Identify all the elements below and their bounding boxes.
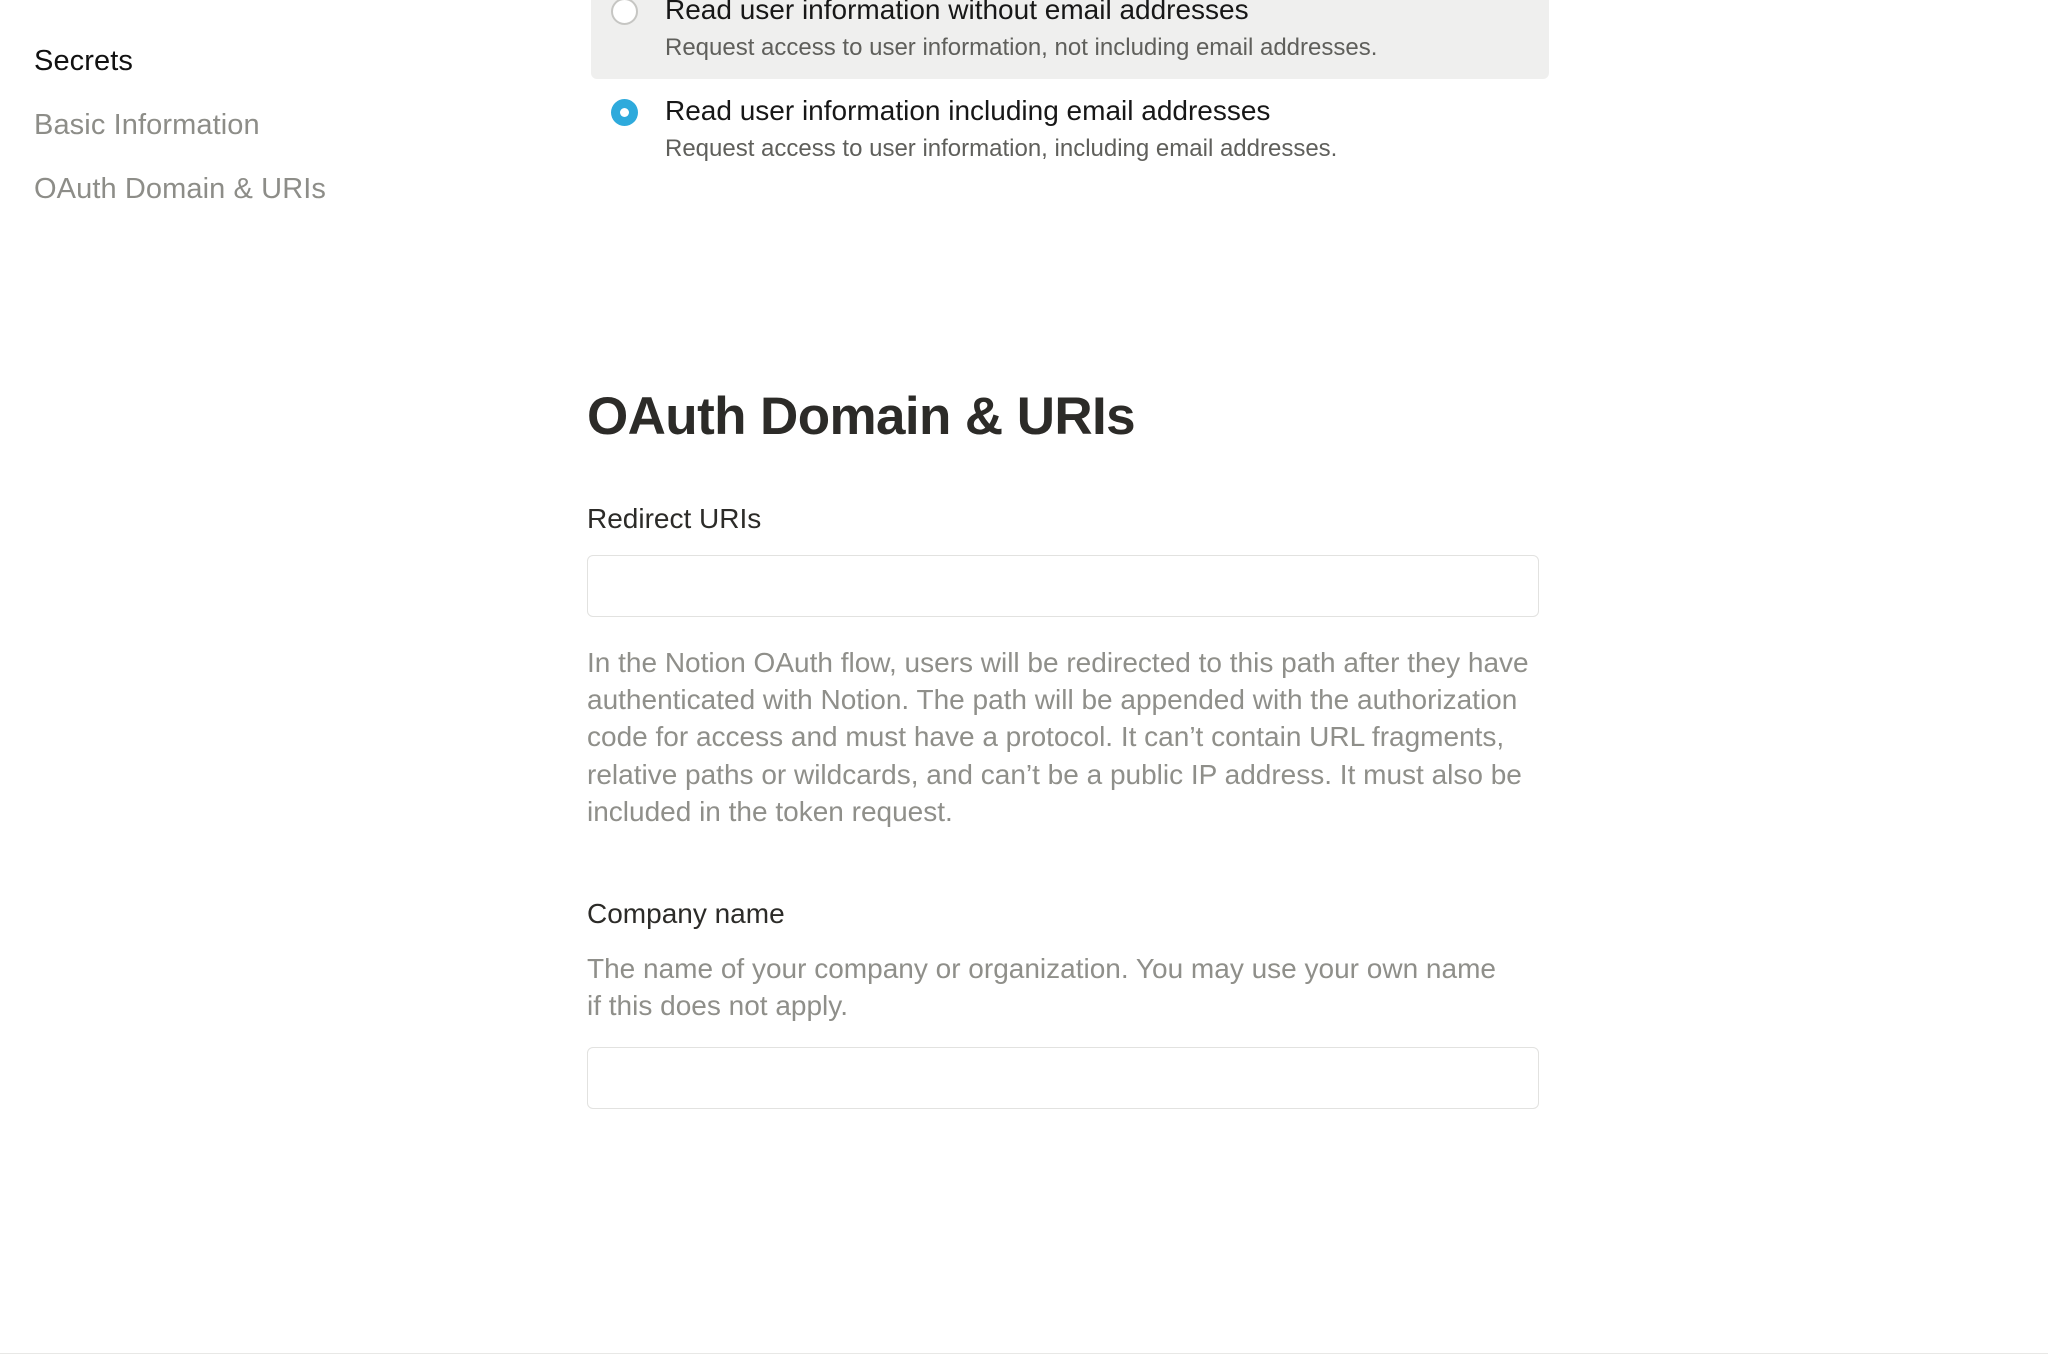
section-title: OAuth Domain & URIs — [587, 387, 1136, 446]
radio-option-description: Request access to user information, not including email addresses. — [665, 34, 1378, 61]
sidebar-item-basic-information[interactable] — [34, 106, 560, 145]
radio-option-title: Read user information without email addresses — [665, 0, 1249, 25]
settings-sidebar — [0, 0, 560, 1355]
sidebar-item-secrets[interactable] — [34, 42, 560, 81]
radio-option-title: Read user information including email addresses — [665, 95, 1271, 127]
radio-button-icon[interactable] — [611, 0, 638, 25]
field-label-redirect-uris: Redirect URIs — [587, 503, 762, 534]
bottom-divider — [0, 1353, 2048, 1354]
radio-option-read-user-info-including-email[interactable] — [591, 79, 1549, 180]
field-label-company-name: Company name — [587, 898, 785, 930]
sidebar-item-oauth-domain-uris[interactable] — [34, 170, 560, 209]
field-redirect-uris — [587, 503, 1587, 830]
sidebar-item-label: Secrets — [34, 45, 134, 77]
oauth-domain-uris-section — [587, 386, 1587, 1109]
company-name-input[interactable] — [587, 1047, 1539, 1109]
sidebar-item-label: OAuth Domain & URIs — [34, 173, 326, 206]
radio-button-selected-icon[interactable] — [611, 99, 638, 126]
field-help-company-name: The name of your company or organization. You may use your own name if this does not apply. — [587, 953, 1496, 1022]
sidebar-item-label: Basic Information — [34, 109, 260, 142]
field-help-redirect-uris: In the Notion OAuth flow, users will be redirected to this path after they have authenticated with Notion. The path will be appended with the authorization code for access and must have a protocol. It can’t contain URL fragments, relative paths or wildcards, and can’t be a public IP address. It must also be included in the token request. — [587, 647, 1529, 827]
radio-option-read-user-info-without-email[interactable] — [591, 0, 1549, 79]
redirect-uris-input[interactable] — [587, 555, 1539, 617]
field-company-name — [587, 898, 1587, 1108]
main-content — [560, 0, 2048, 1355]
radio-option-description: Request access to user information, including email addresses. — [665, 135, 1338, 163]
user-capabilities-radio-group — [591, 0, 1549, 180]
